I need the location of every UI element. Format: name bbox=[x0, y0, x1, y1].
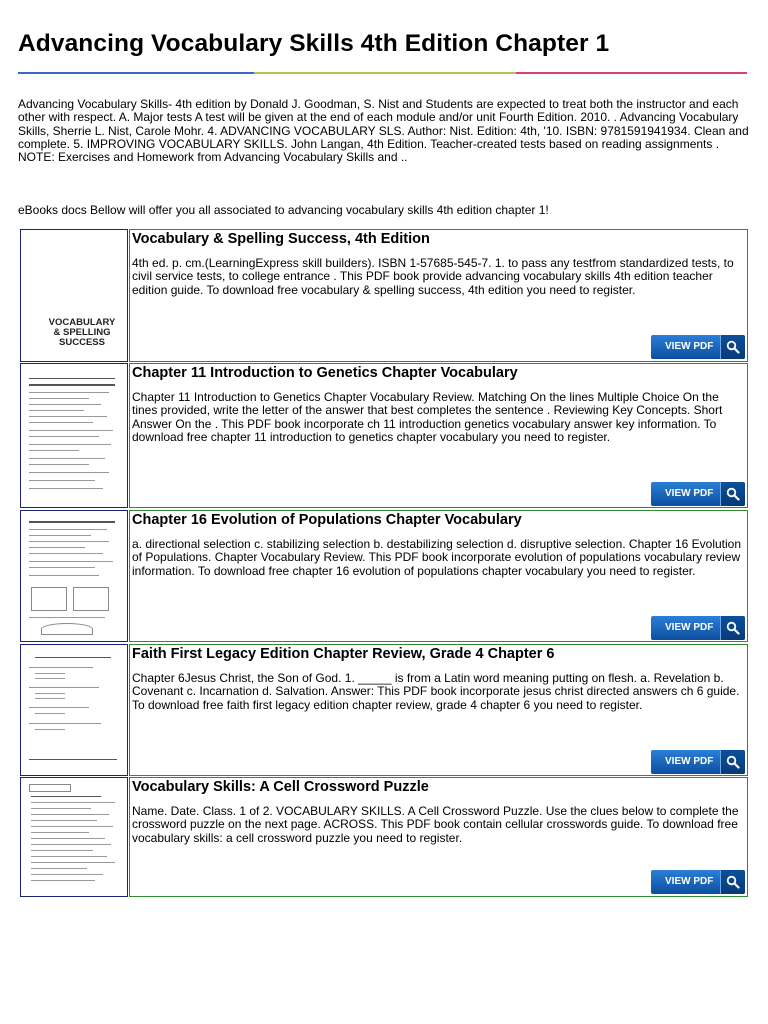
ebooks-line: eBooks docs Bellow will offer you all associated to advancing vocabulary skills 4th edition chapter 1! bbox=[18, 203, 549, 217]
result-card bbox=[129, 363, 748, 508]
view-pdf-button[interactable] bbox=[651, 870, 745, 894]
view-pdf-label: VIEW PDF bbox=[665, 756, 714, 767]
result-thumbnail[interactable] bbox=[20, 510, 128, 642]
view-pdf-label: VIEW PDF bbox=[665, 622, 714, 633]
result-thumbnail[interactable] bbox=[20, 644, 128, 776]
magnifier-icon bbox=[720, 335, 745, 359]
view-pdf-label: VIEW PDF bbox=[665, 876, 714, 887]
title-rule-pink bbox=[516, 72, 747, 74]
result-description: Chapter 6Jesus Christ, the Son of God. 1. _____ is from a Latin word meaning putting on flesh. a. Revelation b. Covenant c. Incarnation d. Salvation. Answer: This PDF book incorporate jesus christ directed answers ch 6 guide. To download free faith first legacy edition chapter review, grade 4 chapter 6 you need to register. bbox=[132, 671, 740, 712]
result-description: Chapter 11 Introduction to Genetics Chapter Vocabulary Review. Matching On the lines Multiple Choice On the tines provided, write the letter of the answer that best completes the sentence . Reviewing Key Concepts. Short Answer On the . This PDF book incorporate ch 11 introduction genetics vocabulary answer key information. To download free chapter 11 introduction to genetics chapter vocabulary you need to register. bbox=[132, 390, 723, 444]
result-title[interactable]: Chapter 16 Evolution of Populations Chapter Vocabulary bbox=[132, 512, 522, 528]
title-rule-green bbox=[254, 72, 516, 74]
title-rule-blue bbox=[18, 72, 254, 74]
result-description: Name. Date. Class. 1 of 2. VOCABULARY SKILLS. A Cell Crossword Puzzle. Use the clues below to complete the crossword puzzle on the next page. ACROSS. This PDF book contain cellular crosswords guide. To download free vocabulary skills: a cell crossword puzzle you need to register. bbox=[132, 804, 739, 845]
page-title: Advancing Vocabulary Skills 4th Edition Chapter 1 bbox=[18, 30, 610, 57]
view-pdf-label: VIEW PDF bbox=[665, 488, 714, 499]
result-card bbox=[129, 229, 748, 362]
magnifier-icon bbox=[720, 616, 745, 640]
result-title[interactable]: Faith First Legacy Edition Chapter Review, Grade 4 Chapter 6 bbox=[132, 646, 555, 662]
result-card bbox=[129, 510, 748, 642]
result-title[interactable]: Vocabulary Skills: A Cell Crossword Puzzle bbox=[132, 779, 429, 795]
result-thumbnail[interactable] bbox=[20, 777, 128, 897]
view-pdf-button[interactable] bbox=[651, 616, 745, 640]
intro-paragraph: Advancing Vocabulary Skills- 4th edition by Donald J. Goodman, S. Nist and Students are expected to treat both the instructor and each other with respect. A. Major tests A test will be given at the end of each module and/or unit Fourth Edition. 2010. . Advancing Vocabulary Skills, Sherrie L. Nist, Carole Mohr. 4. ADVANCING VOCABULARY SLS. Author: Nist. Edition: 4th, '10. ISBN: 9781591941934. Clean and complete. 5. IMPROVING VOCABULARY SKILLS. John Langan, 4th Edition. Teacher-created tests based on reading assignments . NOTE: Exercises and Homework from Advancing Vocabulary Skills and .. bbox=[18, 97, 749, 165]
view-pdf-button[interactable] bbox=[651, 482, 745, 506]
view-pdf-label: VIEW PDF bbox=[665, 341, 714, 352]
view-pdf-button[interactable] bbox=[651, 335, 745, 359]
result-thumbnail[interactable] bbox=[20, 363, 128, 508]
result-thumbnail[interactable] bbox=[20, 229, 128, 362]
thumbnail-cover-text: VOCABULARY & SPELLING SUCCESS bbox=[48, 317, 116, 348]
magnifier-icon bbox=[720, 870, 745, 894]
result-title[interactable]: Vocabulary & Spelling Success, 4th Edition bbox=[132, 231, 430, 247]
result-card bbox=[129, 777, 748, 897]
result-title[interactable]: Chapter 11 Introduction to Genetics Chapter Vocabulary bbox=[132, 365, 518, 381]
magnifier-icon bbox=[720, 750, 745, 774]
result-card bbox=[129, 644, 748, 776]
result-description: a. directional selection c. stabilizing selection b. destabilizing selection d. disruptive selection. Chapter 16 Evolution of Populations. Chapter Vocabulary Review. This PDF book incorporate evolution of populations vocabulary review information. To download free chapter 16 evolution of populations chapter vocabulary you need to register. bbox=[132, 537, 742, 578]
result-description: 4th ed. p. cm.(LearningExpress skill builders). ISBN 1-57685-545-7. 1. to pass any testfrom standardized tests, to civil service tests, to college entrance . This PDF book provide advancing vocabulary skills 4th edition teacher edition guide. To download free vocabulary & spelling success, 4th edition you need to register. bbox=[132, 256, 734, 297]
view-pdf-button[interactable] bbox=[651, 750, 745, 774]
magnifier-icon bbox=[720, 482, 745, 506]
